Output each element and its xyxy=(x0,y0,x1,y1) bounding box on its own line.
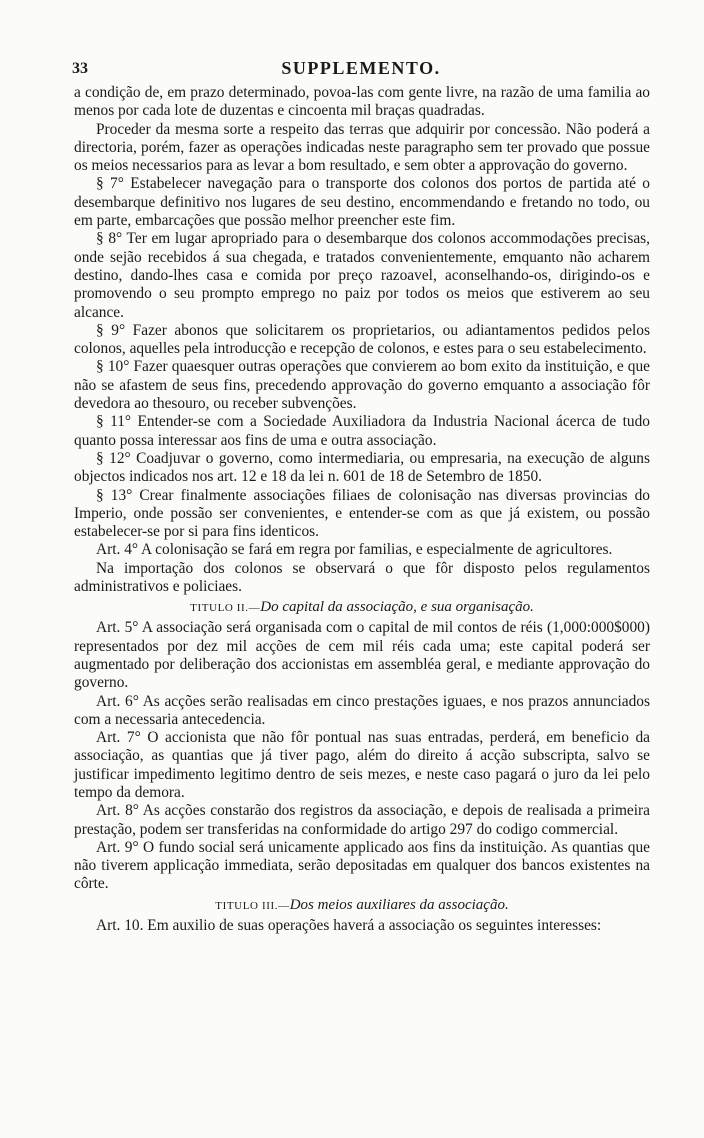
paragraph: Art. 5° A associação será organisada com o capital de mil contos de réis (1,000:000$000) representados por dez mil acções de cem mil réis cada uma; este capital poderá ser augmentado por deliberação dos accionistas em assembléa geral, e mediante approvação do governo. xyxy=(74,619,650,692)
running-title: SUPPLEMENTO. xyxy=(281,58,441,78)
paragraph: § 10° Fazer quaesquer outras operações que convierem ao bom exito da instituição, e que não se afastem de seus fins, precedendo approvação do governo emquanto a associação fôr devedora ao thesouro, ou receber subvenções. xyxy=(74,358,650,413)
section-label: TITULO II.— xyxy=(190,602,261,615)
paragraph: Proceder da mesma sorte a respeito das terras que adquirir por concessão. Não poderá a directoria, porém, fazer as operações indicadas neste paragrapho sem ter provado que possue os meios necessarios para as levar a bom resultado, e sem obter a approvação do governo. xyxy=(74,120,650,175)
section-heading-titulo-3 xyxy=(74,895,650,916)
paragraph: § 9° Fazer abonos que solicitarem os proprietarios, ou adiantamentos pedidos pelos colonos, aquelles pela introducção e recepção de colonos, e estes para o seu estabelecimento. xyxy=(74,321,650,358)
paragraph: Art. 4° A colonisação se fará em regra por familias, e especialmente de agricultores. xyxy=(96,541,613,559)
paragraph: § 12° Coadjuvar o governo, como intermediaria, ou empresaria, na execução de alguns objectos indicados nos art. 12 e 18 da lei n. 601 de 18 de Setembro de 1850. xyxy=(74,449,650,486)
section-label: TITULO III.— xyxy=(215,899,290,912)
paragraph: Art. 6° As acções serão realisadas em cinco prestações iguaes, e nos prazos annunciados com a necessaria antecedencia. xyxy=(74,692,650,728)
paragraph: § 8° Ter em lugar apropriado para o desembarque dos colonos accommodações precisas, onde sejão recebidos á sua chegada, e tratados convenientemente, emquanto não acharem destino, dando-lhes casa e comida por preço razoavel, aconselhando-os, dirigindo-os e promovendo o seu prompto emprego no paiz por todos os meios que estiverem ao seu alcance. xyxy=(74,230,650,321)
paragraph: Na importação dos colonos se observará o que fôr disposto pelos regulamentos administrativos e policiaes. xyxy=(74,559,650,596)
page-number: 33 xyxy=(72,60,88,77)
section-subtitle: Dos meios auxiliares da associação. xyxy=(289,896,509,913)
paragraph: Art. 8° As acções constarão dos registros da associação, e depois de realisada a primeira prestação, podem ser transferidas na conformidade do artigo 297 do codigo commercial. xyxy=(74,802,650,838)
section-heading-titulo-2 xyxy=(74,597,650,618)
paragraph: § 7° Estabelecer navegação para o transporte dos colonos dos portos de partida até o desembarque definitivo nos lugares de seu destino, encommendando e fretando no todo, ou em parte, embarcações que possão melhor preencher este fim. xyxy=(74,175,650,230)
section-subtitle: Do capital da associação, e sua organisação. xyxy=(260,599,534,616)
text-body xyxy=(74,84,650,935)
paragraph: § 13° Crear finalmente associações filiaes de colonisação nas diversas provincias do Imperio, onde possão ser convenientes, e entender-se com as que já existem, ou possão estabelecer-se por si para fins identicos. xyxy=(74,486,650,541)
paragraph: Art. 10. Em auxilio de suas operações haverá a associação os seguintes interesses: xyxy=(96,916,602,934)
paragraph: a condição de, em prazo determinado, povoa-las com gente livre, na razão de uma familia ao menos por cada lote de duzentas e cincoenta mil braças quadradas. xyxy=(74,84,650,120)
paragraph: Art. 9° O fundo social será unicamente applicado aos fins da instituição. As quantias que não tiverem applicação immediata, serão depositadas em qualquer dos bancos existentes na côrte. xyxy=(74,838,650,893)
page-header xyxy=(72,58,650,82)
paragraph: § 11° Entender-se com a Sociedade Auxiliadora da Industria Nacional ácerca de tudo quanto possa interessar aos fins de uma e outra associação. xyxy=(74,413,650,449)
paragraph: Art. 7° O accionista que não fôr pontual nas suas entradas, perderá, em beneficio da associação, as quantias que já tiver pago, além do direito á acção subscripta, salvo se justificar impedimento legitimo dentro de seis mezes, e neste caso pagará o juro da lei pelo tempo da demora. xyxy=(74,729,650,801)
